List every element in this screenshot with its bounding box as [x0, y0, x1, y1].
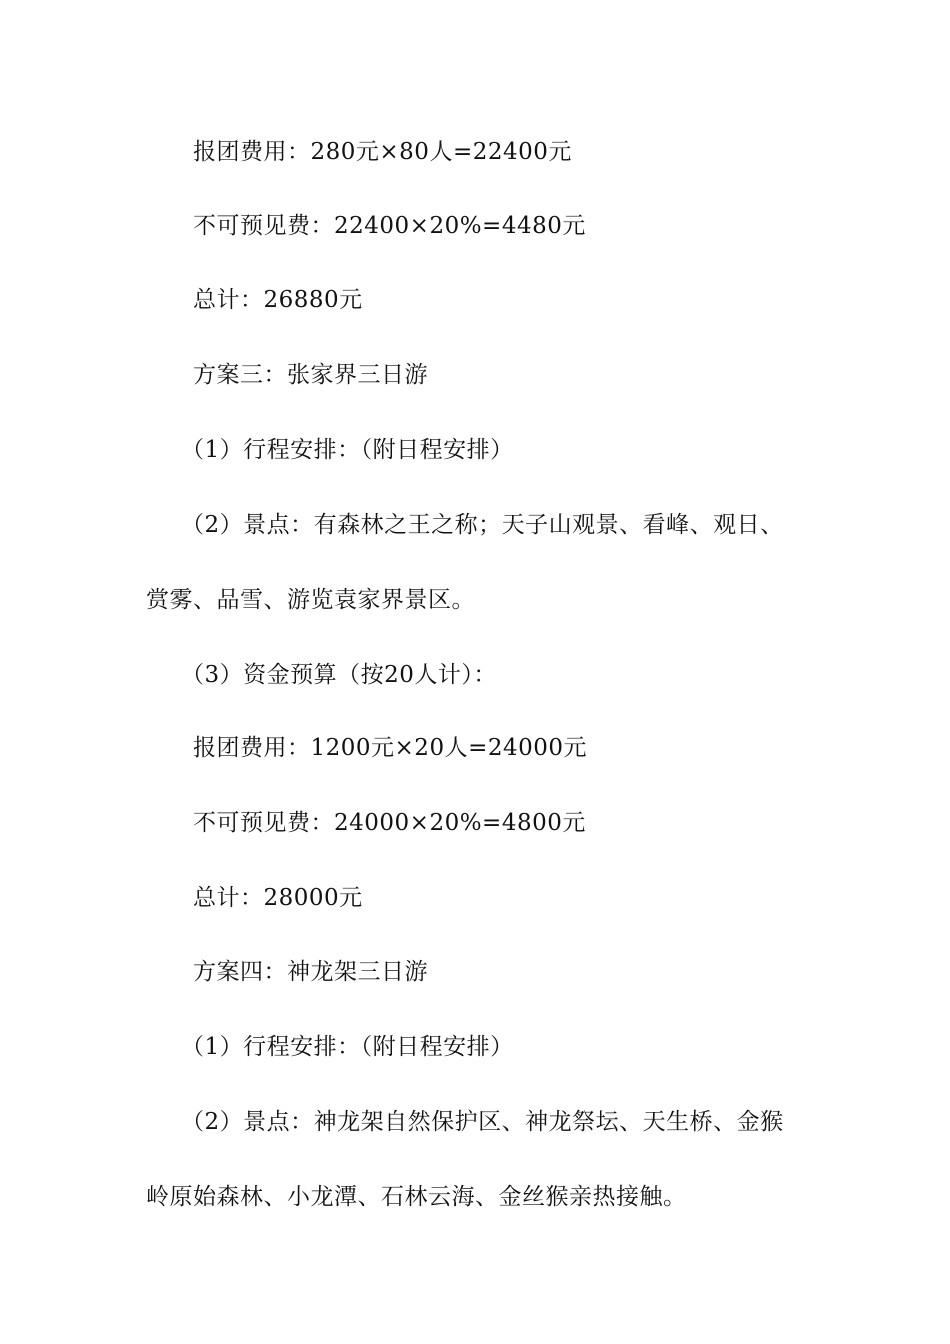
plan3-budget-heading: （3）资金预算（按20人计）： [181, 662, 497, 688]
plan3-heading: 方案三：张家界三日游 [193, 362, 428, 388]
plan3-sights-line2: 赏雾、品雪、游览袁家界景区。 [146, 587, 475, 613]
contingency-line-plan3: 不可预见费：24000×20%=4800元 [193, 810, 586, 836]
plan4-itinerary: （1）行程安排：（附日程安排） [181, 1034, 514, 1060]
contingency-line-plan2: 不可预见费：22400×20%=4480元 [193, 213, 586, 239]
total-line-plan3: 总计：28000元 [193, 885, 363, 911]
total-line-plan2: 总计：26880元 [193, 287, 363, 313]
fee-line-plan3: 报团费用：1200元×20人=24000元 [193, 735, 588, 761]
plan3-sights-line1: （2）景点：有森林之王之称；天子山观景、看峰、观日、 [181, 512, 784, 538]
plan4-heading: 方案四：神龙架三日游 [193, 959, 428, 985]
plan4-sights-line1: （2）景点：神龙架自然保护区、神龙祭坛、天生桥、金猴 [181, 1109, 784, 1135]
plan3-itinerary: （1）行程安排：（附日程安排） [181, 437, 514, 463]
fee-line-plan2: 报团费用：280元×80人=22400元 [193, 139, 572, 165]
plan4-sights-line2: 岭原始森林、小龙潭、石林云海、金丝猴亲热接触。 [146, 1184, 687, 1210]
